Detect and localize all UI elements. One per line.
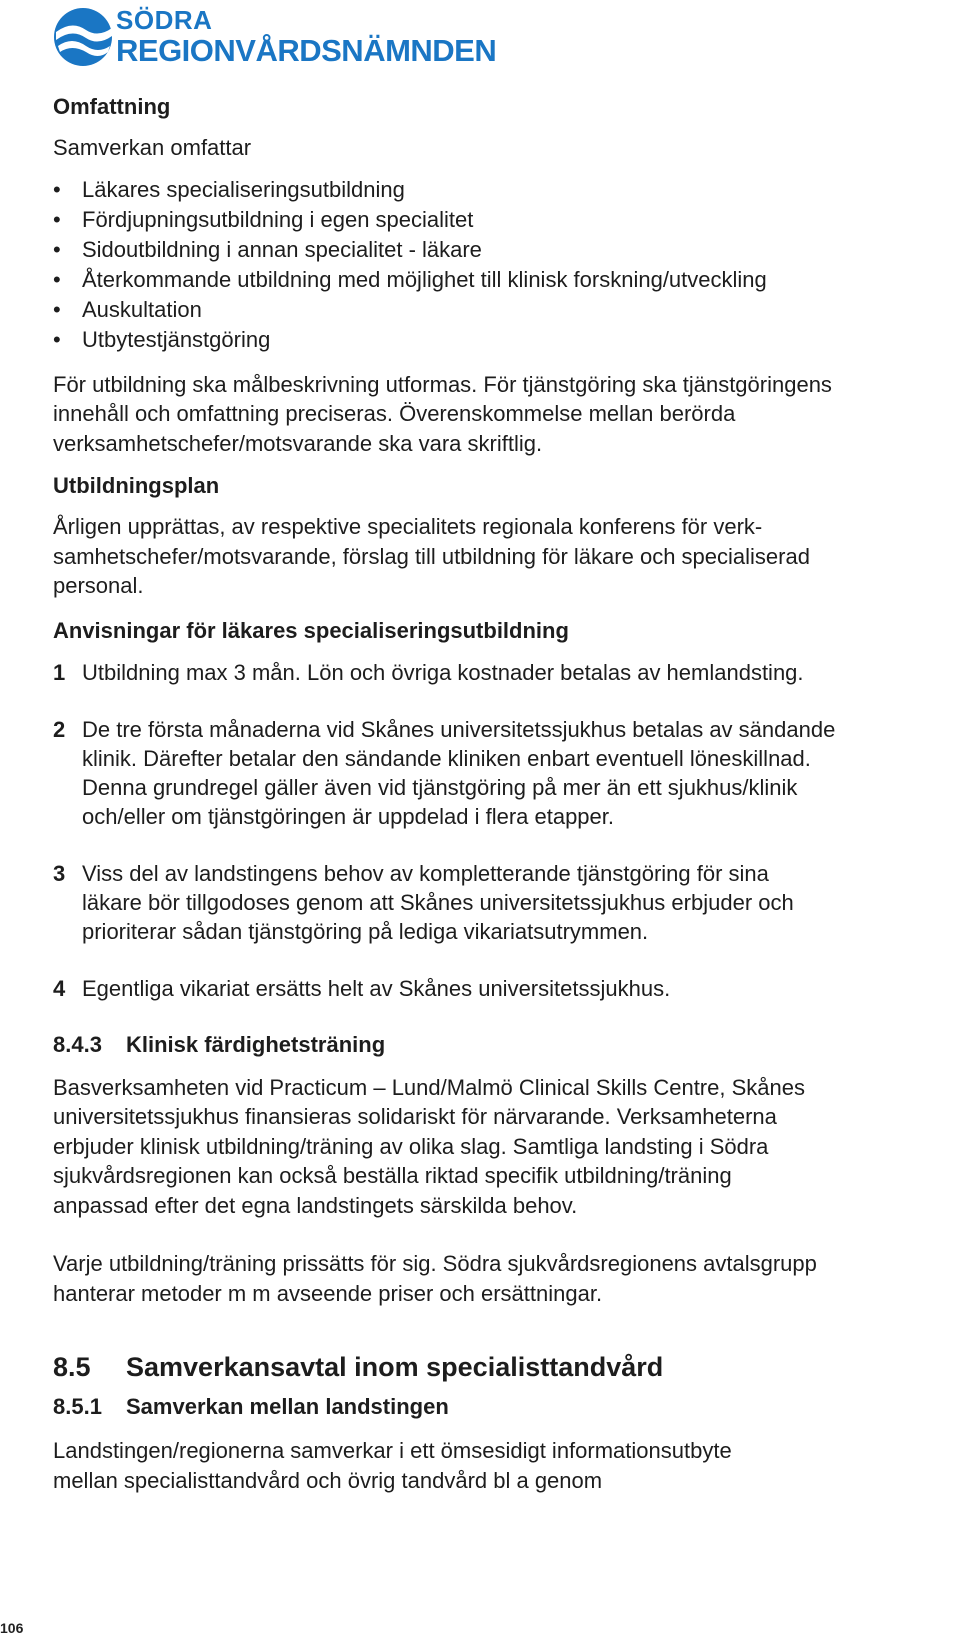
paragraph-line: samhetschefer/motsvarande, förslag till utbildning för läkare och specialiserad <box>53 543 810 569</box>
item-number: 2 <box>53 716 66 742</box>
item-number: 1 <box>53 659 66 685</box>
item-line: klinik. Därefter betalar den sändande kliniken enbart eventuell löneskillnad. <box>82 745 811 771</box>
list-item: • Utbytestjänstgöring <box>53 325 923 355</box>
paragraph-line: Landstingen/regionerna samverkar i ett ömsesidigt informationsutbyte <box>53 1438 732 1463</box>
list-item: • Fördjupningsutbildning i egen specialitet <box>53 205 923 235</box>
list-item: • Läkares specialiseringsutbildning <box>53 175 923 205</box>
item-line: De tre första månaderna vid Skånes universitetssjukhus betalas av sändande <box>82 716 836 742</box>
paragraph-line: universitetssjukhus finansieras solidariskt för närvarande. Verksamheterna <box>53 1104 777 1129</box>
paragraph-line: Årligen upprättas, av respektive specialitets regionala konferens för verk- <box>53 514 763 539</box>
section-heading-8-4-3 <box>53 1031 923 1059</box>
item-line: Viss del av landstingens behov av kompletterande tjänstgöring för sina <box>82 860 769 886</box>
page-number: 106 <box>0 1620 24 1636</box>
section-title: Klinisk färdighetsträning <box>126 1031 386 1057</box>
section-heading-8-5 <box>53 1350 923 1384</box>
list-item: • Sidoutbildning i annan specialitet - läkare <box>53 235 923 265</box>
utbildningsplan-paragraph <box>53 512 923 601</box>
item-line: Utbildning max 3 mån. Lön och övriga kostnader betalas av hemlandsting. <box>82 659 804 685</box>
heading-anvisningar: Anvisningar för läkares specialiseringsutbildning <box>53 617 569 643</box>
paragraph-line: erbjuder klinisk utbildning/träning av olika slag. Samtliga landsting i Södra <box>53 1133 769 1159</box>
document-body <box>53 93 923 1495</box>
omfattning-intro: Samverkan omfattar <box>53 135 252 160</box>
item-line: prioriterar sådan tjänstgöring på lediga vikariatsutrymmen. <box>82 918 649 944</box>
numbered-item-3 <box>53 859 923 946</box>
paragraph-line: För utbildning ska målbeskrivning utformas. För tjänstgöring ska tjänstgöringens <box>53 371 832 397</box>
paragraph-line: personal. <box>53 573 144 598</box>
numbered-item-4 <box>53 974 923 1003</box>
paragraph-line: Basverksamheten vid Practicum – Lund/Malmö Clinical Skills Centre, Skånes <box>53 1074 805 1100</box>
section-number: 8.4.3 <box>53 1031 102 1057</box>
item-line: läkare bör tillgodoses genom att Skånes universitetssjukhus erbjuder och <box>82 889 794 915</box>
klinisk-paragraph-2 <box>53 1249 923 1308</box>
section-heading-8-5-1 <box>53 1393 923 1421</box>
klinisk-paragraph-1 <box>53 1073 923 1221</box>
paragraph-line: anpassad efter det egna landstingets särskilda behov. <box>53 1192 578 1218</box>
section-number: 8.5 <box>53 1352 91 1382</box>
section-title: Samverkansavtal inom specialisttandvård <box>126 1352 664 1382</box>
logo-mark-icon <box>52 6 114 68</box>
list-item: • Auskultation <box>53 295 923 325</box>
paragraph-line: innehåll och omfattning preciseras. Överenskommelse mellan berörda <box>53 401 736 426</box>
paragraph-line: mellan specialisttandvård och övrig tandvård bl a genom <box>53 1467 603 1493</box>
section-title: Samverkan mellan landstingen <box>126 1394 449 1419</box>
item-line: och/eller om tjänstgöringen är uppdelad i flera etapper. <box>82 803 615 829</box>
paragraph-line: hanterar metoder m m avseende priser och ersättningar. <box>53 1280 603 1306</box>
heading-omfattning: Omfattning <box>53 94 171 119</box>
section-number: 8.5.1 <box>53 1394 102 1419</box>
omfattning-list <box>53 175 923 355</box>
paragraph-line: verksamhetschefer/motsvarande ska vara skriftlig. <box>53 430 543 456</box>
paragraph-line: Varje utbildning/träning prissätts för sig. Södra sjukvårdsregionens avtalsgrupp <box>53 1251 817 1276</box>
paragraph-line: sjukvårdsregionen kan också beställa riktad specifik utbildning/träning <box>53 1163 732 1188</box>
item-number: 4 <box>53 975 66 1001</box>
omfattning-paragraph <box>53 370 923 459</box>
item-number: 3 <box>53 860 66 886</box>
item-line: Denna grundregel gäller även vid tjänstgöring på mer än ett sjukhus/klinik <box>82 774 798 800</box>
samverkan-paragraph <box>53 1436 923 1495</box>
list-item: • Återkommande utbildning med möjlighet till klinisk forskning/utveckling <box>53 265 923 295</box>
heading-utbildningsplan: Utbildningsplan <box>53 473 220 498</box>
logo-text-regionvardsnamnden: REGIONVÅRDSNÄMNDEN <box>116 33 497 68</box>
item-line: Egentliga vikariat ersätts helt av Skånes universitetssjukhus. <box>82 975 671 1001</box>
sodra-regionvardsnamnden-logo <box>52 4 497 70</box>
logo-text-sodra: SÖDRA <box>116 5 213 35</box>
numbered-item-2 <box>53 715 923 831</box>
numbered-item-1 <box>53 658 923 687</box>
